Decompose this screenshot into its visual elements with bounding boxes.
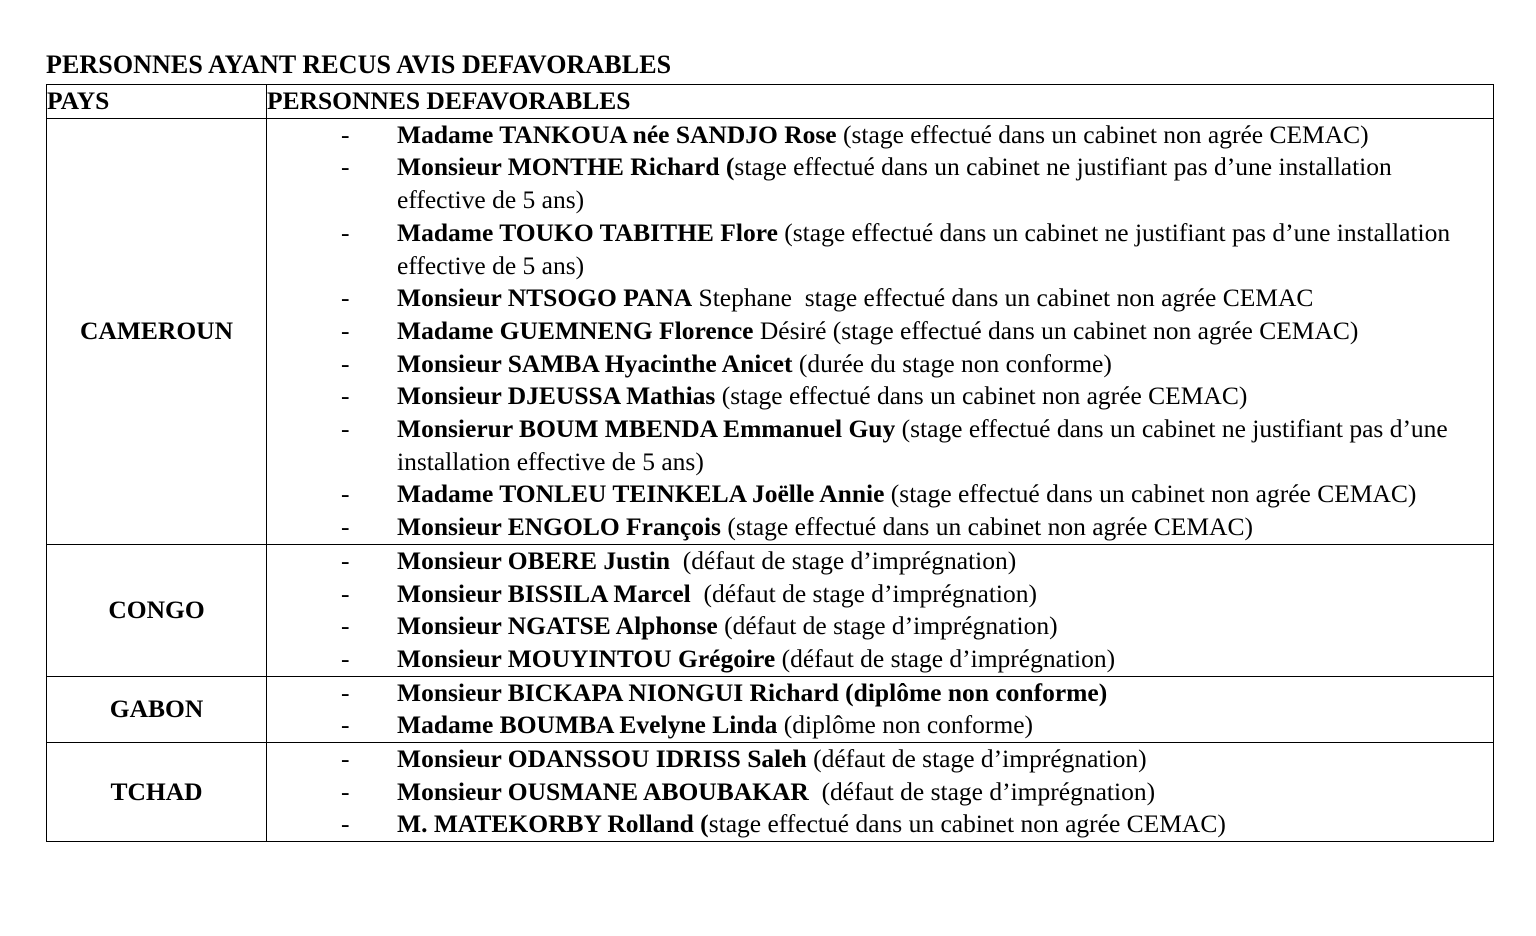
person-name: Monsieur ENGOLO François [397, 512, 721, 542]
list-item [267, 808, 1493, 841]
person-name: Monsieur BICKAPA NIONGUI Richard (diplôme non conforme) [397, 677, 1108, 707]
person-name: Madame TONLEU TEINKELA Joëlle Annie [397, 479, 885, 509]
reason-text: (défaut de stage d’imprégnation) [690, 578, 1037, 608]
person-name: Madame GUEMNENG Florence [397, 315, 754, 345]
reason-text: (défaut de stage d’imprégnation) [808, 776, 1156, 806]
person-name: Monsieur MOUYINTOU Grégoire [397, 643, 776, 673]
bullet-dash: - [341, 545, 350, 575]
person-name: Monsieur OBERE Justin [397, 545, 671, 575]
bullet-dash: - [341, 611, 350, 641]
list-item [267, 478, 1493, 511]
unfavorable-opinions-table [46, 84, 1494, 842]
bullet-dash: - [341, 283, 350, 313]
persons-cell [267, 676, 1494, 742]
country-cell: TCHAD [47, 743, 267, 842]
bullet-dash: - [341, 348, 350, 378]
document-title: PERSONNES AYANT RECUS AVIS DEFAVORABLES [46, 50, 672, 79]
country-cell: GABON [47, 676, 267, 742]
bullet-dash: - [341, 578, 350, 608]
bullet-dash: - [341, 381, 350, 411]
reason-text: (diplôme non conforme) [777, 710, 1034, 740]
reason-text: Stephane stage effectué dans un cabinet non agrée CEMAC [692, 283, 1314, 313]
persons-cell [267, 743, 1494, 842]
header-country: PAYS [47, 85, 267, 119]
reason-text: (défaut de stage d’imprégnation) [775, 643, 1116, 673]
list-item [267, 677, 1493, 710]
person-name: Monsieur DJEUSSA Mathias [397, 381, 716, 411]
bullet-dash: - [341, 643, 350, 673]
bullet-dash: - [341, 315, 350, 345]
reason-text: stage effectué dans un cabinet ne justifiant pas d’une installation effective de 5 ans) [397, 152, 1399, 215]
persons-cell [267, 544, 1494, 676]
persons-list [267, 545, 1493, 676]
reason-text: (durée du stage non conforme) [792, 348, 1112, 378]
persons-list [267, 743, 1493, 841]
person-name: Monsierur BOUM MBENDA Emmanuel Guy [397, 414, 896, 444]
reason-text: (défaut de stage d’imprégnation) [717, 611, 1058, 641]
list-item [267, 151, 1493, 216]
list-item [267, 119, 1493, 152]
bullet-dash: - [341, 710, 350, 740]
bullet-dash: - [341, 119, 350, 149]
person-name: Monsieur ODANSSOU IDRISS Saleh [397, 744, 807, 774]
bullet-dash: - [341, 809, 350, 839]
list-item [267, 776, 1493, 809]
list-item [267, 315, 1493, 348]
table-row [47, 676, 1494, 742]
list-item [267, 545, 1493, 578]
reason-text: (stage effectué dans un cabinet non agrée CEMAC) [884, 479, 1417, 509]
reason-text: (stage effectué dans un cabinet ne justifiant pas d’une installation effective de 5 ans) [397, 414, 1455, 476]
person-name: Madame TANKOUA née SANDJO Rose [397, 119, 837, 149]
reason-text: (stage effectué dans un cabinet non agrée CEMAC) [836, 119, 1369, 149]
reason-text: (défaut de stage d’imprégnation) [806, 744, 1147, 774]
person-name: Monsieur MONTHE Richard ( [397, 152, 735, 182]
reason-text: (stage effectué dans un cabinet non agrée CEMAC) [720, 512, 1253, 542]
bullet-dash: - [341, 152, 350, 182]
bullet-dash: - [341, 217, 350, 247]
list-item [267, 578, 1493, 611]
person-name: Monsieur SAMBA Hyacinthe Anicet [397, 348, 793, 378]
list-item [267, 643, 1493, 676]
person-name: Monsieur NGATSE Alphonse [397, 611, 718, 641]
reason-text: stage effectué dans un cabinet non agrée CEMAC) [708, 809, 1226, 839]
list-item [267, 282, 1493, 315]
table-header-row [47, 85, 1494, 119]
list-item [267, 743, 1493, 776]
list-item [267, 380, 1493, 413]
person-name: Monsieur BISSILA Marcel [397, 578, 691, 608]
list-item [267, 348, 1493, 381]
header-persons: PERSONNES DEFAVORABLES [267, 85, 1494, 119]
list-item [267, 413, 1493, 478]
table-body [47, 118, 1494, 841]
table-row [47, 544, 1494, 676]
bullet-dash: - [341, 414, 350, 444]
bullet-dash: - [341, 677, 350, 707]
reason-text: Désiré (stage effectué dans un cabinet non agrée CEMAC) [753, 315, 1359, 345]
bullet-dash: - [341, 744, 350, 774]
person-name: M. MATEKORBY Rolland ( [397, 809, 709, 839]
reason-text: (défaut de stage d’imprégnation) [670, 545, 1017, 575]
list-item [267, 709, 1493, 742]
reason-text: (stage effectué dans un cabinet ne justifiant pas d’une installation effective de 5 ans) [397, 217, 1457, 280]
person-name: Monsieur NTSOGO PANA [397, 283, 693, 313]
list-item [267, 610, 1493, 643]
country-cell: CONGO [47, 544, 267, 676]
list-item [267, 511, 1493, 544]
reason-text: (stage effectué dans un cabinet non agrée CEMAC) [715, 381, 1248, 411]
person-name: Madame TOUKO TABITHE Flore [397, 217, 778, 247]
table-row [47, 118, 1494, 544]
country-cell: CAMEROUN [47, 118, 267, 544]
bullet-dash: - [341, 512, 350, 542]
persons-list [267, 119, 1493, 544]
list-item [267, 217, 1493, 282]
persons-cell [267, 118, 1494, 544]
person-name: Madame BOUMBA Evelyne Linda [397, 710, 778, 740]
person-name: Monsieur OUSMANE ABOUBAKAR [397, 776, 809, 806]
bullet-dash: - [341, 776, 350, 806]
table-row [47, 743, 1494, 842]
persons-list [267, 677, 1493, 742]
bullet-dash: - [341, 479, 350, 509]
